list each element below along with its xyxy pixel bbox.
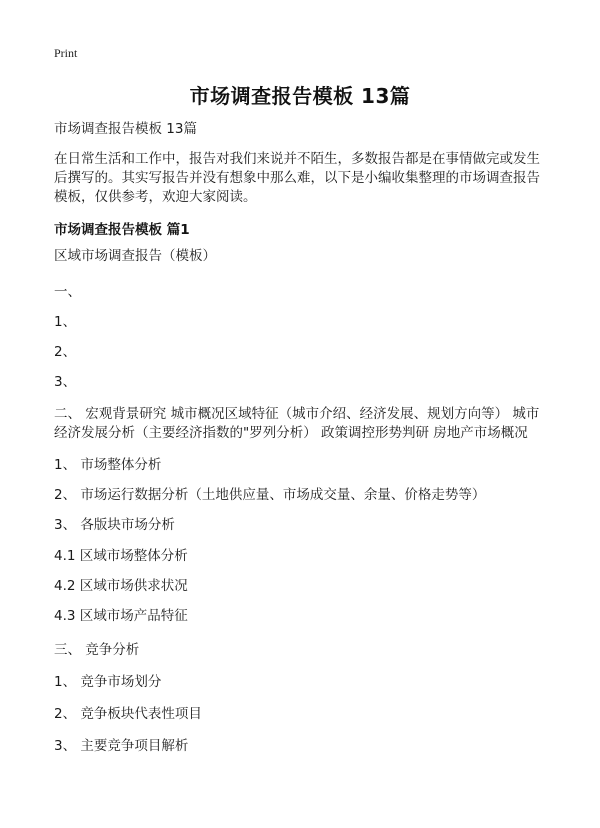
intro-paragraph <box>54 150 554 207</box>
document-title: 市场调查报告模板 13篇 <box>189 84 411 108</box>
list-item: 4.1 区域市场整体分析 <box>54 548 188 564</box>
list-item: 3、 各版块市场分析 <box>54 517 175 533</box>
section-heading: 市场调查报告模板 篇1 <box>54 222 190 238</box>
list-item: 4.2 区域市场供求状况 <box>54 578 188 594</box>
list-item: 4.3 区域市场产品特征 <box>54 608 188 624</box>
document-subtitle: 市场调查报告模板 13篇 <box>54 121 197 137</box>
intro-line: 在日常生活和工作中，报告对我们来说并不陌生，多数报告都是在事情做完或发生 <box>54 151 540 167</box>
list-item: 2、 <box>54 344 77 360</box>
list-item: 1、 竞争市场划分 <box>54 674 162 690</box>
list-item: 2、 竞争板块代表性项目 <box>54 706 202 722</box>
list-item: 3、 主要竞争项目解析 <box>54 738 189 754</box>
part2-line: 经济发展分析（主要经济指数的"罗列分析） 政策调控形势判研 房地产市场概况 <box>54 425 528 441</box>
list-item: 一、 <box>54 284 81 300</box>
list-item: 1、 <box>54 314 77 330</box>
intro-line: 后撰写的。其实写报告并没有想象中那么难，以下是小编收集整理的市场调查报告 <box>54 170 540 186</box>
part2-paragraph <box>54 405 554 443</box>
part2-line: 二、 宏观背景研究 城市概况区域特征（城市介绍、经济发展、规划方向等） 城市 <box>54 406 540 422</box>
intro-line: 模板，仅供参考，欢迎大家阅读。 <box>54 189 257 205</box>
list-item: 1、 市场整体分析 <box>54 457 162 473</box>
list-item: 三、 竞争分析 <box>54 642 140 658</box>
list-item: 2、 市场运行数据分析（土地供应量、市场成交量、余量、价格走势等） <box>54 487 486 503</box>
print-label: Print <box>54 46 78 60</box>
report-title: 区域市场调查报告（模板） <box>54 248 216 264</box>
list-item: 3、 <box>54 374 77 390</box>
